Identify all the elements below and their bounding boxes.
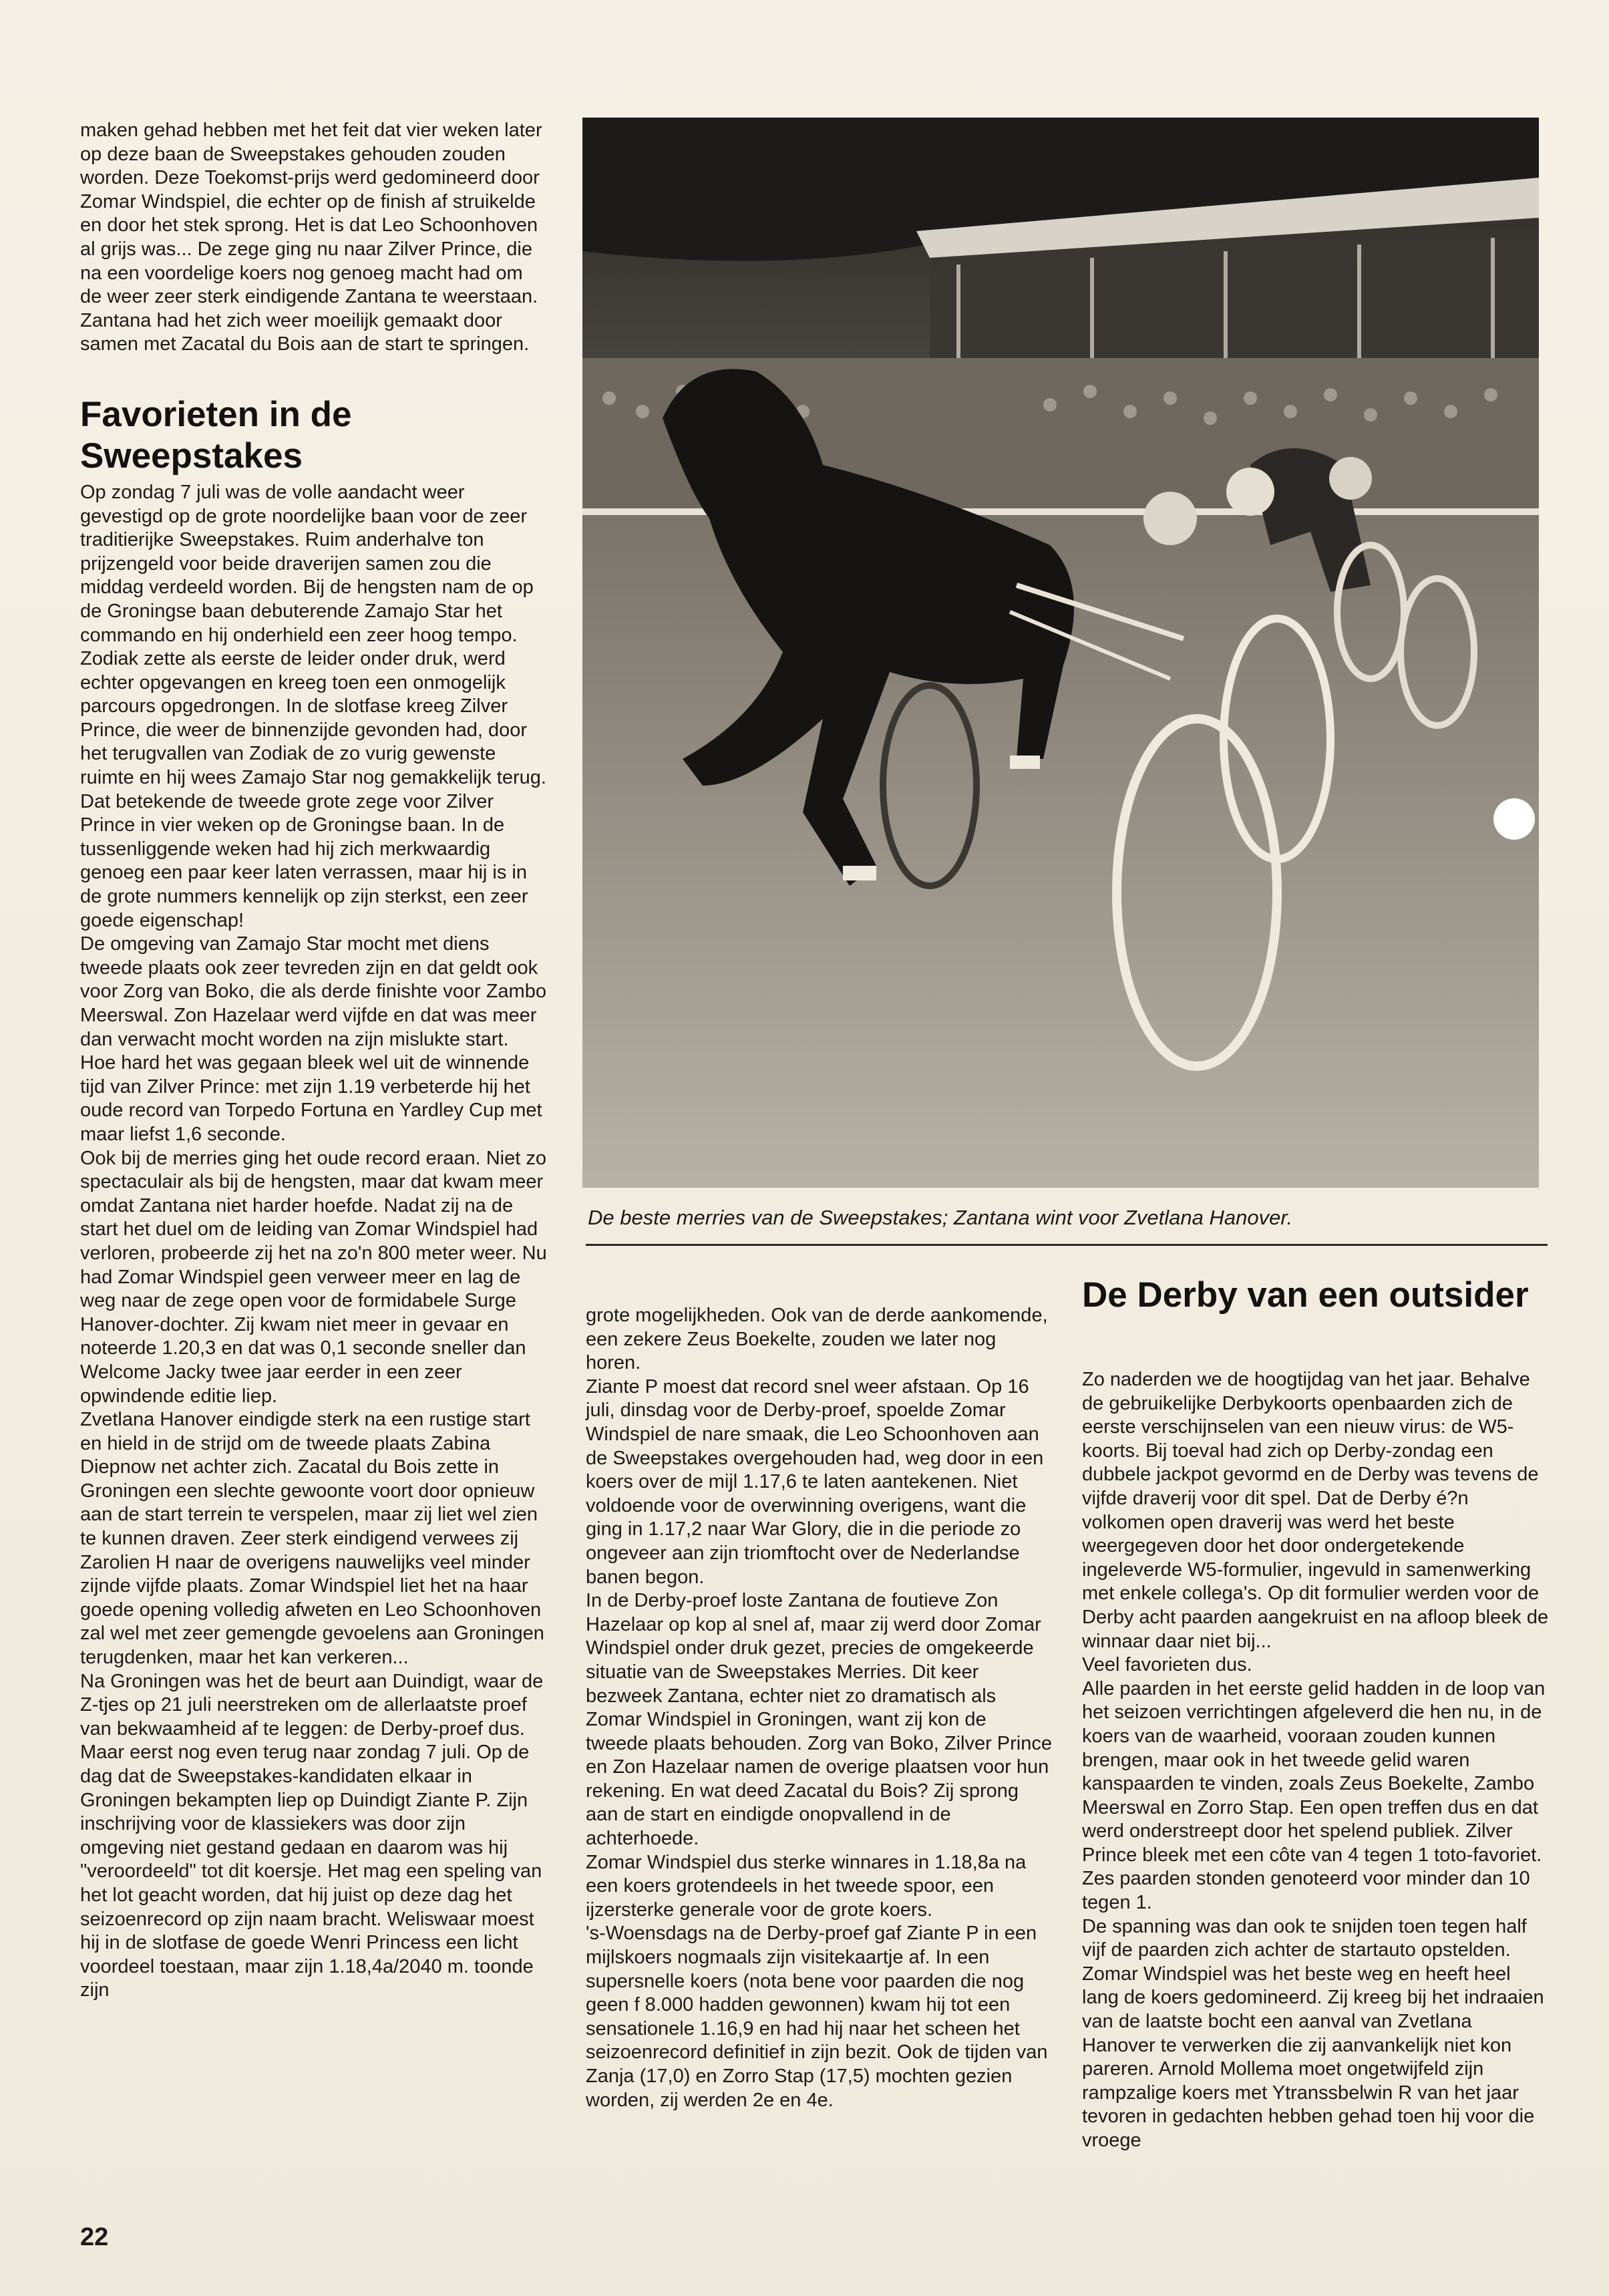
paragraph: grote mogelijkheden. Ook van de derde aankomende, een zekere Zeus Boekelte, zouden we later nog horen. (586, 1305, 1048, 1374)
paragraph: Op zondag 7 juli was de volle aandacht weer gevestigd op de grote noordelijke baan voor de zeer traditierijke Sweepstakes. Ruim anderhalve ton prijzengeld voor beide draverijen samen zou die middag verdeeld worden. Bij de hengsten nam de op de Groningse baan debuterende Zamajo Star het commando en hij onderhield een zeer hoog tempo. Zodiak zette als eerste de leider onder druk, werd echter opgevangen en kreeg toen een onmogelijk parcours opgedrongen. In de slotfase kreeg Zilver Prince, die weer de binnenzijde gevonden had, door het terugvallen van Zodiak de zo vurig gewenste ruimte en hij wees Zamajo Star nog gemakkelijk terug. Dat betekende de tweede grote zege voor Zilver Prince in vier weken op de Groningse baan. In de tussenliggende weken had hij zich merkwaardig genoeg een paar keer laten verrassen, maar hij is in de grote nummers kennelijk op zijn sterkst, een zeer goede eigenschap! (80, 481, 546, 931)
section-heading-derby: De Derby van een outsider (1082, 1275, 1529, 1315)
paragraph: In de Derby-proef loste Zantana de foutieve Zon Hazelaar op kop al snel af, maar zij werd door Zomar Windspiel onder druk gezet, precies de omgekeerde situatie van de Sweepstakes Merries. Dit keer bezweek Zantana, echter niet zo dramatisch als Zomar Windspiel in Groningen, want zij kon de tweede plaats behouden. Zorg van Boko, Zilver Prince en Zon Hazelaar namen de overige plaatsen voor hun rekening. En wat deed Zacatal du Bois? Zij sprong aan de start en eindigde onopvallend in de achterhoede. (586, 1590, 1053, 1850)
paragraph: Ook bij de merries ging het oude record eraan. Niet zo spectaculair als bij de hengsten, maar dat kwam meer omdat Zantana niet harder hoefde. Nadat zij na de start het duel om de leiding van Zomar Windspiel had verloren, probeerde zij het na zo'n 800 meter weer. Nu had Zomar Windspiel geen verweer meer en lag de weg naar de zege open voor de formidabele Surge Hanover-dochter. Zij kwam niet meer in gevaar en noteerde 1.20,3 en dat was 0,1 seconde sneller dan Welcome Jacky twee jaar eerder in een zeer opwindende editie liep. (80, 1147, 547, 1407)
paragraph: Ziante P moest dat record snel weer afstaan. Op 16 juli, dinsdag voor de Derby-proef, spoelde Zomar Windspiel de nare smaak, die Leo Schoonhoven aan de Sweepstakes overgehouden had, weg door in een koers over de mijl 1.17,6 te laten aantekenen. Niet voldoende voor de overwinning overigens, want die ging in 1.17,2 naar War Glory, die in die periode zo ongeveer aan zijn triomftocht over de Nederlandse banen begon. (586, 1375, 1044, 1588)
caption-rule (586, 1244, 1548, 1246)
paragraph: De spanning was dan ook te snijden toen tegen half vijf de paarden zich achter de startauto opstelden. Zomar Windspiel was het beste weg en heeft heel lang de koers gedomineerd. Zij kreeg bij het indraaien van de laatste bocht een aanval van Zvetlana Hanover te verwerken die zij aanvankelijk niet kon pareren. Arnold Mollema moet ongetwijfeld zijn rampzalige koers met Ytranssbelwin R van het jaar tevoren in gedachten hebben gehad toen hij voor die vroege (1082, 1915, 1544, 2151)
paragraph: Na Groningen was het de beurt aan Duindigt, waar de Z-tjes op 21 juli neerstreken om de allerlaatste proef van bekwaamheid af te leggen: de Derby-proef dus. Maar eerst nog even terug naar zondag 7 juli. Op de dag dat de Sweepstakes-kandidaten elkaar in Groningen bekampten liep op Duindigt Ziante P. Zijn inschrijving voor de klassiekers was door zijn omgeving niet gestand gedaan en daarom was hij "veroordeeld" tot dit koersje. Het mag een speling van het lot geacht worden, dat hij juist op deze dag het seizoenrecord op zijn naam bracht. Weliswaar moest hij in de slotfase de goede Wenri Princess een licht voordeel toestaan, maar zijn 1.18,4a/2040 m. toonde zijn (80, 1670, 544, 2001)
page-number: 22 (80, 2223, 109, 2251)
paragraph: Zo naderden we de hoogtijdag van het jaar. Behalve de gebruikelijke Derbykoorts openbaarden zich de eerste verschijnselen van een nieuw virus: de W5-koorts. Bij toeval had zich op Derby-zondag een dubbele jackpot gevormd en de Derby was tevens de vijfde draverij voor dit spel. Dat de Derby é?n volkomen open draverij was werd het beste weergegeven door het door ondergetekende ingeleverde W5-formulier, ingevuld in samenwerking met enkele collega's. Op dit formulier werden voor de Derby acht paarden aangekruist en na afloop bleek de winnaar daar niet bij... (1082, 1369, 1549, 1652)
photo-caption: De beste merries van de Sweepstakes; Zantana wint voor Zvetlana Hanover. (588, 1206, 1293, 1229)
punch-hole (1493, 798, 1535, 840)
paragraph: Alle paarden in het eerste gelid hadden in de loop van het seizoen verrichtingen afgeleverd die hen nu, in de koers van de waarheid, vooraan zouden kunnen brengen, maar ook in het tweede gelid waren kanspaarden te vinden, zoals Zeus Boekelte, Zambo Meerswal en Zorro Stap. Een open treffen dus en dat werd onderstreept door het spelend publiek. Zilver Prince bleek met een côte van 4 tegen 1 toto-favoriet. Zes paarden stonden genoteerd voor minder dan 10 tegen 1. (1082, 1677, 1546, 1914)
text-column-middle (586, 1304, 1053, 2112)
paragraph: Zvetlana Hanover eindigde sterk na een rustige start en hield in de strijd om de tweede plaats Zabina Diepnow net achter zich. Zacatal du Bois zette in Groningen een slechte gewoonte voort door opnieuw aan de start terrein te verspelen, maar zij liet wel zien te kunnen draven. Zeer sterk eindigend verwees zij Zarolien H naar de overigens nauwelijks veel minder zijnde vijfde plaats. Zomar Windspiel liet het na haar goede opening volledig afweten en Leo Schoonhoven zal wel met zeer gemengde gevoelens aan Groningen terugdenken, maar het kan verkeren... (80, 1409, 544, 1669)
race-photo (582, 118, 1539, 1188)
paragraph: Veel favorieten dus. (1082, 1654, 1252, 1676)
paragraph: De omgeving van Zamajo Star mocht met diens tweede plaats ook zeer tevreden zijn en dat geldt ook voor Zorg van Boko, die als derde finishte voor Zambo Meerswal. Zon Hazelaar werd vijfde en dat was meer dan verwacht mocht worden na zijn mislukte start. Hoe hard het was gegaan bleek wel uit de winnende tijd van Zilver Prince: met zijn 1.19 verbeterde hij het oude record van Torpedo Fortuna en Yardley Cup met maar liefst 1,6 seconde. (80, 933, 546, 1145)
text-column-right (1082, 1368, 1550, 2153)
text-column-left (80, 119, 548, 2003)
section-heading-favorieten: Favorieten in de Sweepstakes (80, 394, 352, 476)
paragraph: 's-Woensdags na de Derby-proef gaf Ziante P in een mijlskoers nogmaals zijn visitekaartje af. In een supersnelle koers (nota bene voor paarden die nog geen f 8.000 hadden gewonnen) kwam hij tot een sensationele 1.16,9 en had hij naar het scheen het seizoenrecord definitief in zijn bezit. Ook de tijden van Zanja (17,0) en Zorro Stap (17,5) mochten gezien worden, zij werden 2e en 4e. (586, 1923, 1048, 2111)
paragraph: Zomar Windspiel dus sterke winnares in 1.18,8a na een koers grotendeels in het tweede spoor, een ijzersterke generale voor de grote koers. (586, 1851, 1027, 1921)
intro-paragraph: maken gehad hebben met het feit dat vier weken later op deze baan de Sweepstakes gehouden zouden worden. Deze Toekomst-prijs werd gedomineerd door Zomar Windspiel, die echter op de finish af struikelde en door het stek sprong. Het is dat Leo Schoonhoven al grijs was... De zege ging nu naar Zilver Prince, die na een voordelige koers nog genoeg macht had om de weer zeer sterk eindigende Zantana te weerstaan. Zantana had het zich weer moeilijk gemaakt door samen met Zacatal du Bois aan de start te springen. (80, 120, 542, 355)
